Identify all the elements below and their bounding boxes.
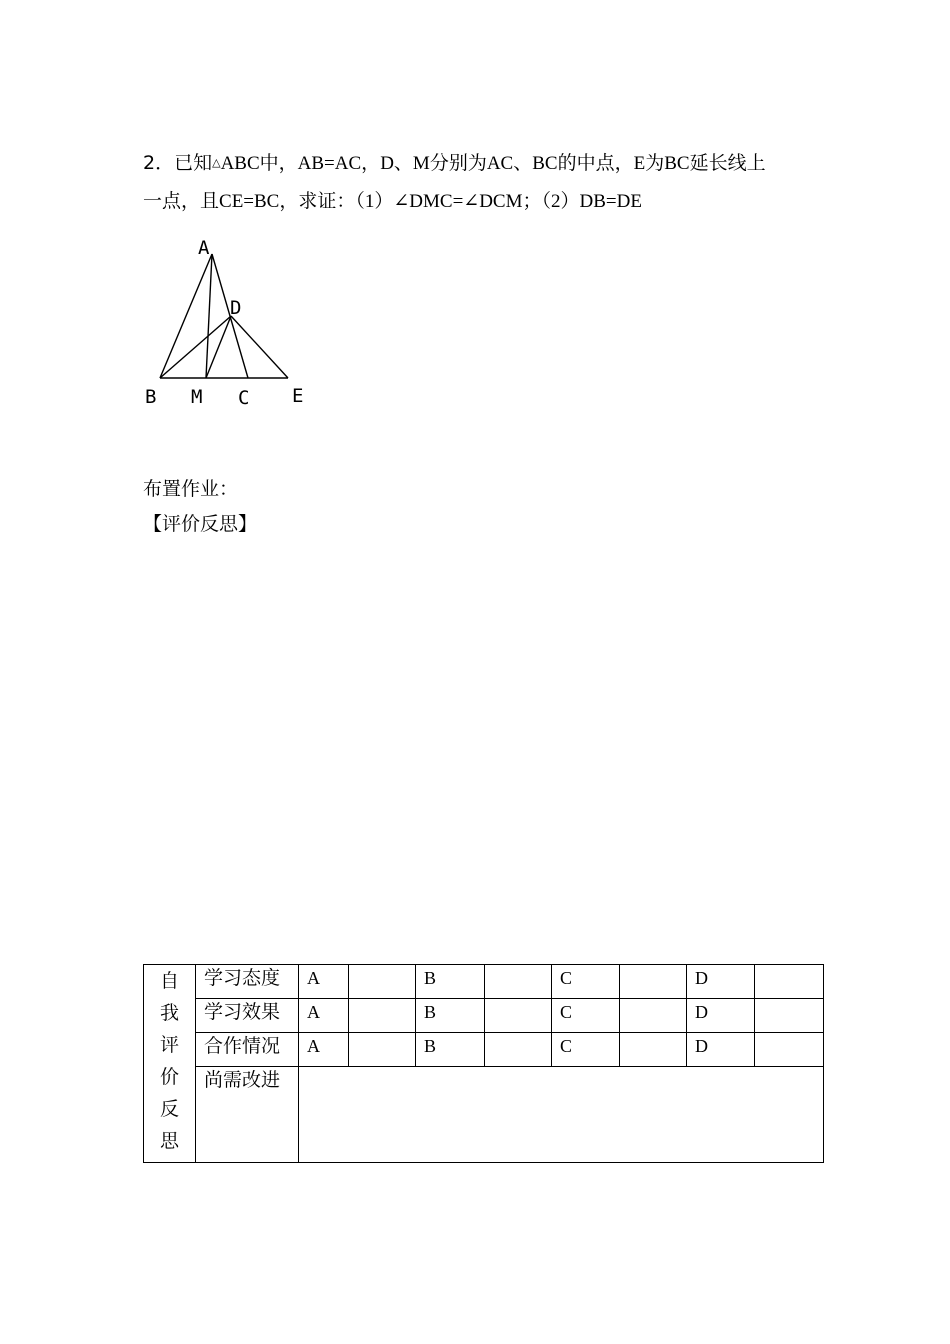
side-char: 思	[159, 1130, 179, 1152]
problem-line-1	[143, 151, 766, 176]
table-row	[144, 1067, 824, 1163]
segment-am	[206, 254, 212, 378]
row-label: 学习效果	[196, 999, 299, 1033]
row-label: 学习态度	[196, 965, 299, 999]
table-row	[144, 999, 824, 1033]
side-char: 评	[159, 1034, 179, 1056]
text-midpoint: 的中点，	[557, 152, 634, 174]
grade-b: B	[416, 999, 485, 1033]
grade-c-check[interactable]	[620, 965, 687, 999]
grade-c-check[interactable]	[620, 999, 687, 1033]
improve-input-area[interactable]	[299, 1067, 824, 1163]
side-char: 自	[159, 970, 179, 992]
side-char: 我	[159, 1002, 179, 1024]
label-b: B	[145, 386, 157, 408]
grade-c: C	[552, 999, 620, 1033]
text-extension: 延长线上	[689, 152, 766, 174]
grade-a-check[interactable]	[349, 1033, 416, 1067]
label-m: M	[191, 386, 203, 408]
side-label-cell	[144, 965, 196, 1163]
text-fenbiewei: 分别为	[429, 152, 487, 174]
text-zhong: 中，	[259, 152, 298, 174]
reflection-label: 【评价反思】	[143, 513, 258, 535]
grade-d-check[interactable]	[755, 1033, 824, 1067]
problem-number: 2．已知	[143, 152, 213, 174]
table-row	[144, 965, 824, 999]
text-d-m: D、M	[380, 153, 430, 174]
grade-d-check[interactable]	[755, 999, 824, 1033]
side-char: 价	[159, 1066, 179, 1088]
text-wei: 为	[645, 152, 665, 174]
text-abc: ABC	[220, 153, 260, 174]
text-comma: ，	[361, 152, 381, 174]
grade-d: D	[687, 999, 755, 1033]
label-e: E	[292, 385, 304, 407]
label-c: C	[238, 387, 250, 409]
text-ac-bc: AC、BC	[486, 153, 558, 174]
grade-b-check[interactable]	[485, 965, 552, 999]
text-e: E	[633, 153, 646, 174]
problem-line-2	[143, 189, 642, 214]
grade-a: A	[299, 965, 349, 999]
segment-ab	[160, 254, 212, 378]
self-evaluation-table	[143, 964, 824, 1163]
text-ab-eq-ac: AB=AC	[297, 153, 362, 174]
grade-c: C	[552, 965, 620, 999]
grade-a-check[interactable]	[349, 999, 416, 1033]
text-ce-eq-bc: CE=BC	[219, 191, 280, 212]
text-point-and: 一点，且	[143, 190, 220, 212]
side-char: 反	[159, 1098, 179, 1120]
grade-b-check[interactable]	[485, 1033, 552, 1067]
improve-label: 尚需改进	[196, 1067, 299, 1163]
triangle-symbol: △	[212, 156, 221, 169]
text-prove: ，求证：（1）∠DMC=∠DCM；（2）DB=DE	[279, 191, 642, 212]
geometry-figure	[140, 232, 320, 412]
grade-a-check[interactable]	[349, 965, 416, 999]
grade-d: D	[687, 965, 755, 999]
text-bc: BC	[664, 153, 690, 174]
label-a: A	[198, 237, 210, 259]
grade-b-check[interactable]	[485, 999, 552, 1033]
grade-c-check[interactable]	[620, 1033, 687, 1067]
grade-b: B	[416, 1033, 485, 1067]
segment-bd	[160, 316, 231, 378]
segment-md	[206, 316, 231, 378]
grade-b: B	[416, 965, 485, 999]
row-label: 合作情况	[196, 1033, 299, 1067]
table-row	[144, 1033, 824, 1067]
grade-d: D	[687, 1033, 755, 1067]
grade-a: A	[299, 1033, 349, 1067]
grade-c: C	[552, 1033, 620, 1067]
label-d: D	[230, 297, 242, 319]
grade-d-check[interactable]	[755, 965, 824, 999]
homework-label: 布置作业：	[143, 478, 239, 500]
grade-a: A	[299, 999, 349, 1033]
